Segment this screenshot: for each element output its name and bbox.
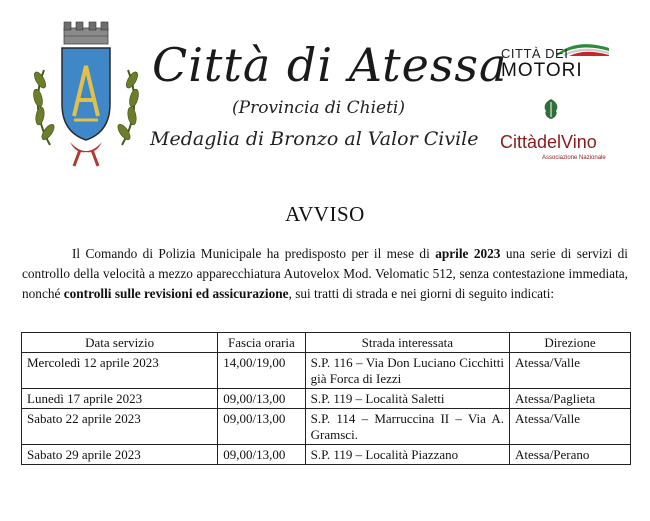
cell-road: S.P. 114 – Marruccina II – Via A. Gramsci.	[305, 409, 509, 445]
vino-logo-subtitle: Associazione Nazionale	[542, 155, 606, 161]
citta-dei-motori-logo	[497, 40, 617, 86]
intro-text-2: una serie di servizi di controllo della velocità a mezzo apparecchiatura Autovelox Mod. Velomatic 512, senza contestazione immediata, nonché	[22, 246, 628, 301]
cell-time: 09,00/13,00	[218, 389, 305, 409]
table-row	[22, 353, 631, 389]
cell-time: 14,00/19,00	[218, 353, 305, 389]
cell-date: Sabato 29 aprile 2023	[22, 445, 218, 465]
cell-date: Sabato 22 aprile 2023	[22, 409, 218, 445]
province-subtitle: (Provincia di Chieti)	[232, 98, 405, 118]
city-crest-emblem	[30, 20, 142, 170]
intro-text-3: , sui tratti di strada e nei giorni di seguito indicati:	[288, 286, 555, 301]
cell-road: S.P. 119 – Località Saletti	[305, 389, 509, 409]
table-header-row	[22, 333, 631, 353]
header-road: Strada interessata	[305, 333, 509, 353]
cell-time: 09,00/13,00	[218, 409, 305, 445]
city-title: Città di Atessa	[152, 38, 508, 92]
table-row	[22, 445, 631, 465]
cell-direction: Atessa/Perano	[509, 445, 630, 465]
intro-text-1: Il Comando di Polizia Municipale ha predisposto per il mese di	[72, 246, 436, 261]
table-row	[22, 389, 631, 409]
motori-logo-top: CITTÀ DEI	[501, 46, 569, 61]
letterhead	[0, 0, 650, 175]
notice-body	[22, 244, 628, 304]
citta-del-vino-logo	[500, 96, 620, 160]
header-direction: Direzione	[509, 333, 630, 353]
table-row	[22, 409, 631, 445]
cell-time: 09,00/13,00	[218, 445, 305, 465]
header-date: Data servizio	[22, 333, 218, 353]
grape-leaf-icon	[542, 98, 560, 120]
cell-direction: Atessa/Valle	[509, 353, 630, 389]
notice-paragraph	[22, 244, 628, 304]
cell-date: Mercoledì 12 aprile 2023	[22, 353, 218, 389]
motori-logo-bottom: MOTORI	[501, 60, 583, 81]
vino-logo-name: CittàdelVino	[500, 132, 597, 152]
medal-subtitle: Medaglia di Bronzo al Valor Civile	[150, 128, 479, 150]
header-time: Fascia oraria	[218, 333, 305, 353]
cell-road: S.P. 116 – Via Don Luciano Cicchitti già Forca di Iezzi	[305, 353, 509, 389]
schedule-table	[21, 332, 631, 465]
cell-road: S.P. 119 – Località Piazzano	[305, 445, 509, 465]
cell-date: Lunedì 17 aprile 2023	[22, 389, 218, 409]
cell-direction: Atessa/Valle	[509, 409, 630, 445]
month-highlight: aprile 2023	[435, 246, 501, 261]
cell-direction: Atessa/Paglieta	[509, 389, 630, 409]
notice-title: AVVISO	[285, 202, 365, 226]
controls-highlight: controlli sulle revisioni ed assicurazione	[63, 286, 289, 301]
